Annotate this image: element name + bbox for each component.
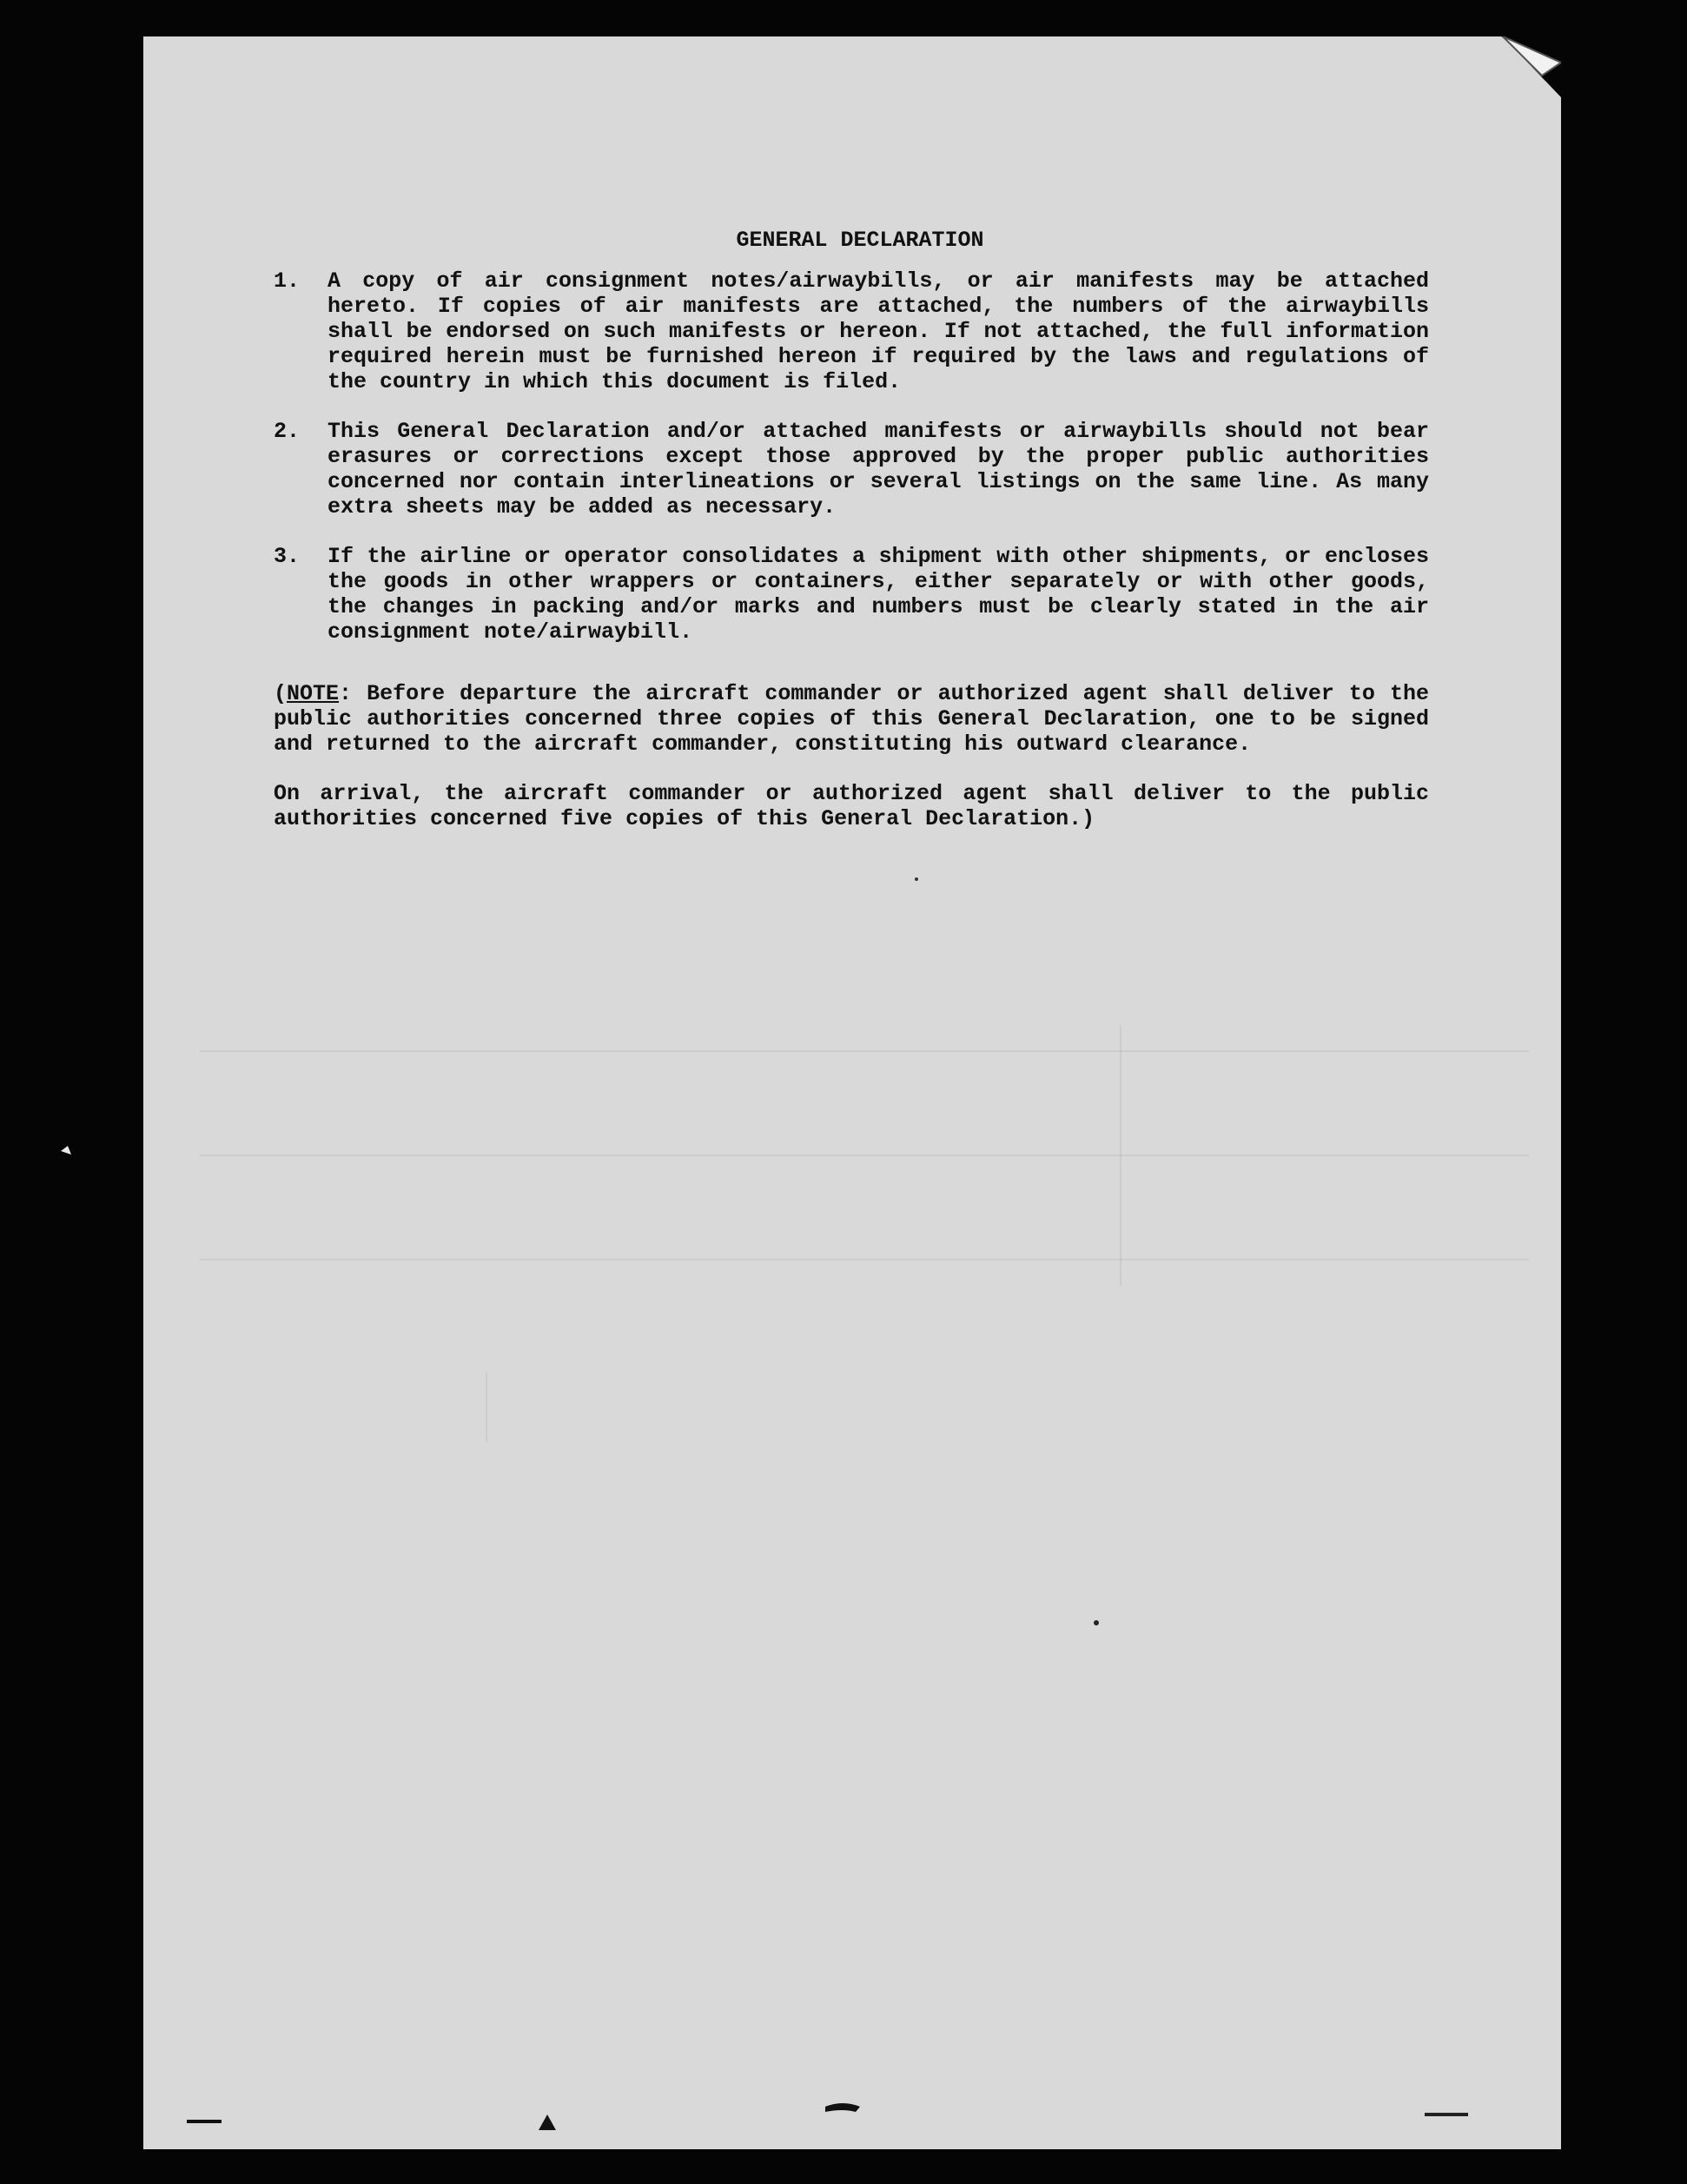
list-item (274, 544, 1429, 645)
item-number: 3. (274, 544, 301, 569)
page-title: GENERAL DECLARATION (736, 228, 984, 253)
item-text: If the airline or operator consolidates a shipment with other shipments, or encloses the goods in other wrappers or containers, either separately or with other goods, the changes in packing and/or marks and numbers must be clearly stated in the air consignment note/airwaybill. (327, 544, 1429, 645)
item-number: 1. (274, 268, 301, 294)
list-item (274, 268, 1429, 394)
declaration-body (274, 228, 1429, 831)
item-text: This General Declaration and/or attached manifests or airwaybills should not bear erasures or corrections except those approved by the proper public authorities concerned nor contain interlineations or several listings on the same line. As many extra sheets may be added as necessary. (327, 419, 1429, 520)
list-item (274, 419, 1429, 520)
note-label: NOTE (287, 681, 340, 706)
item-number: 2. (274, 419, 301, 444)
note-text: : Before departure the aircraft commander or authorized agent shall deliver to the public authorities concerned three copies of this General Declaration, one to be signed and returned to the aircraft commander, constituting his outward clearance. (274, 681, 1429, 757)
item-text: A copy of air consignment notes/airwaybills, or air manifests may be attached hereto. If copies of air manifests are attached, the numbers of the airwaybills shall be endorsed on such manifests or hereon. If not attached, the full information required herein must be furnished hereon if required by the laws and regulations of the country in which this document is filed. (327, 268, 1429, 394)
note-paragraph (274, 681, 1429, 757)
note-open-paren: ( (274, 681, 288, 706)
arrival-paragraph: On arrival, the aircraft commander or authorized agent shall deliver to the public authorities concerned five copies of this General Declaration.) (274, 781, 1429, 831)
